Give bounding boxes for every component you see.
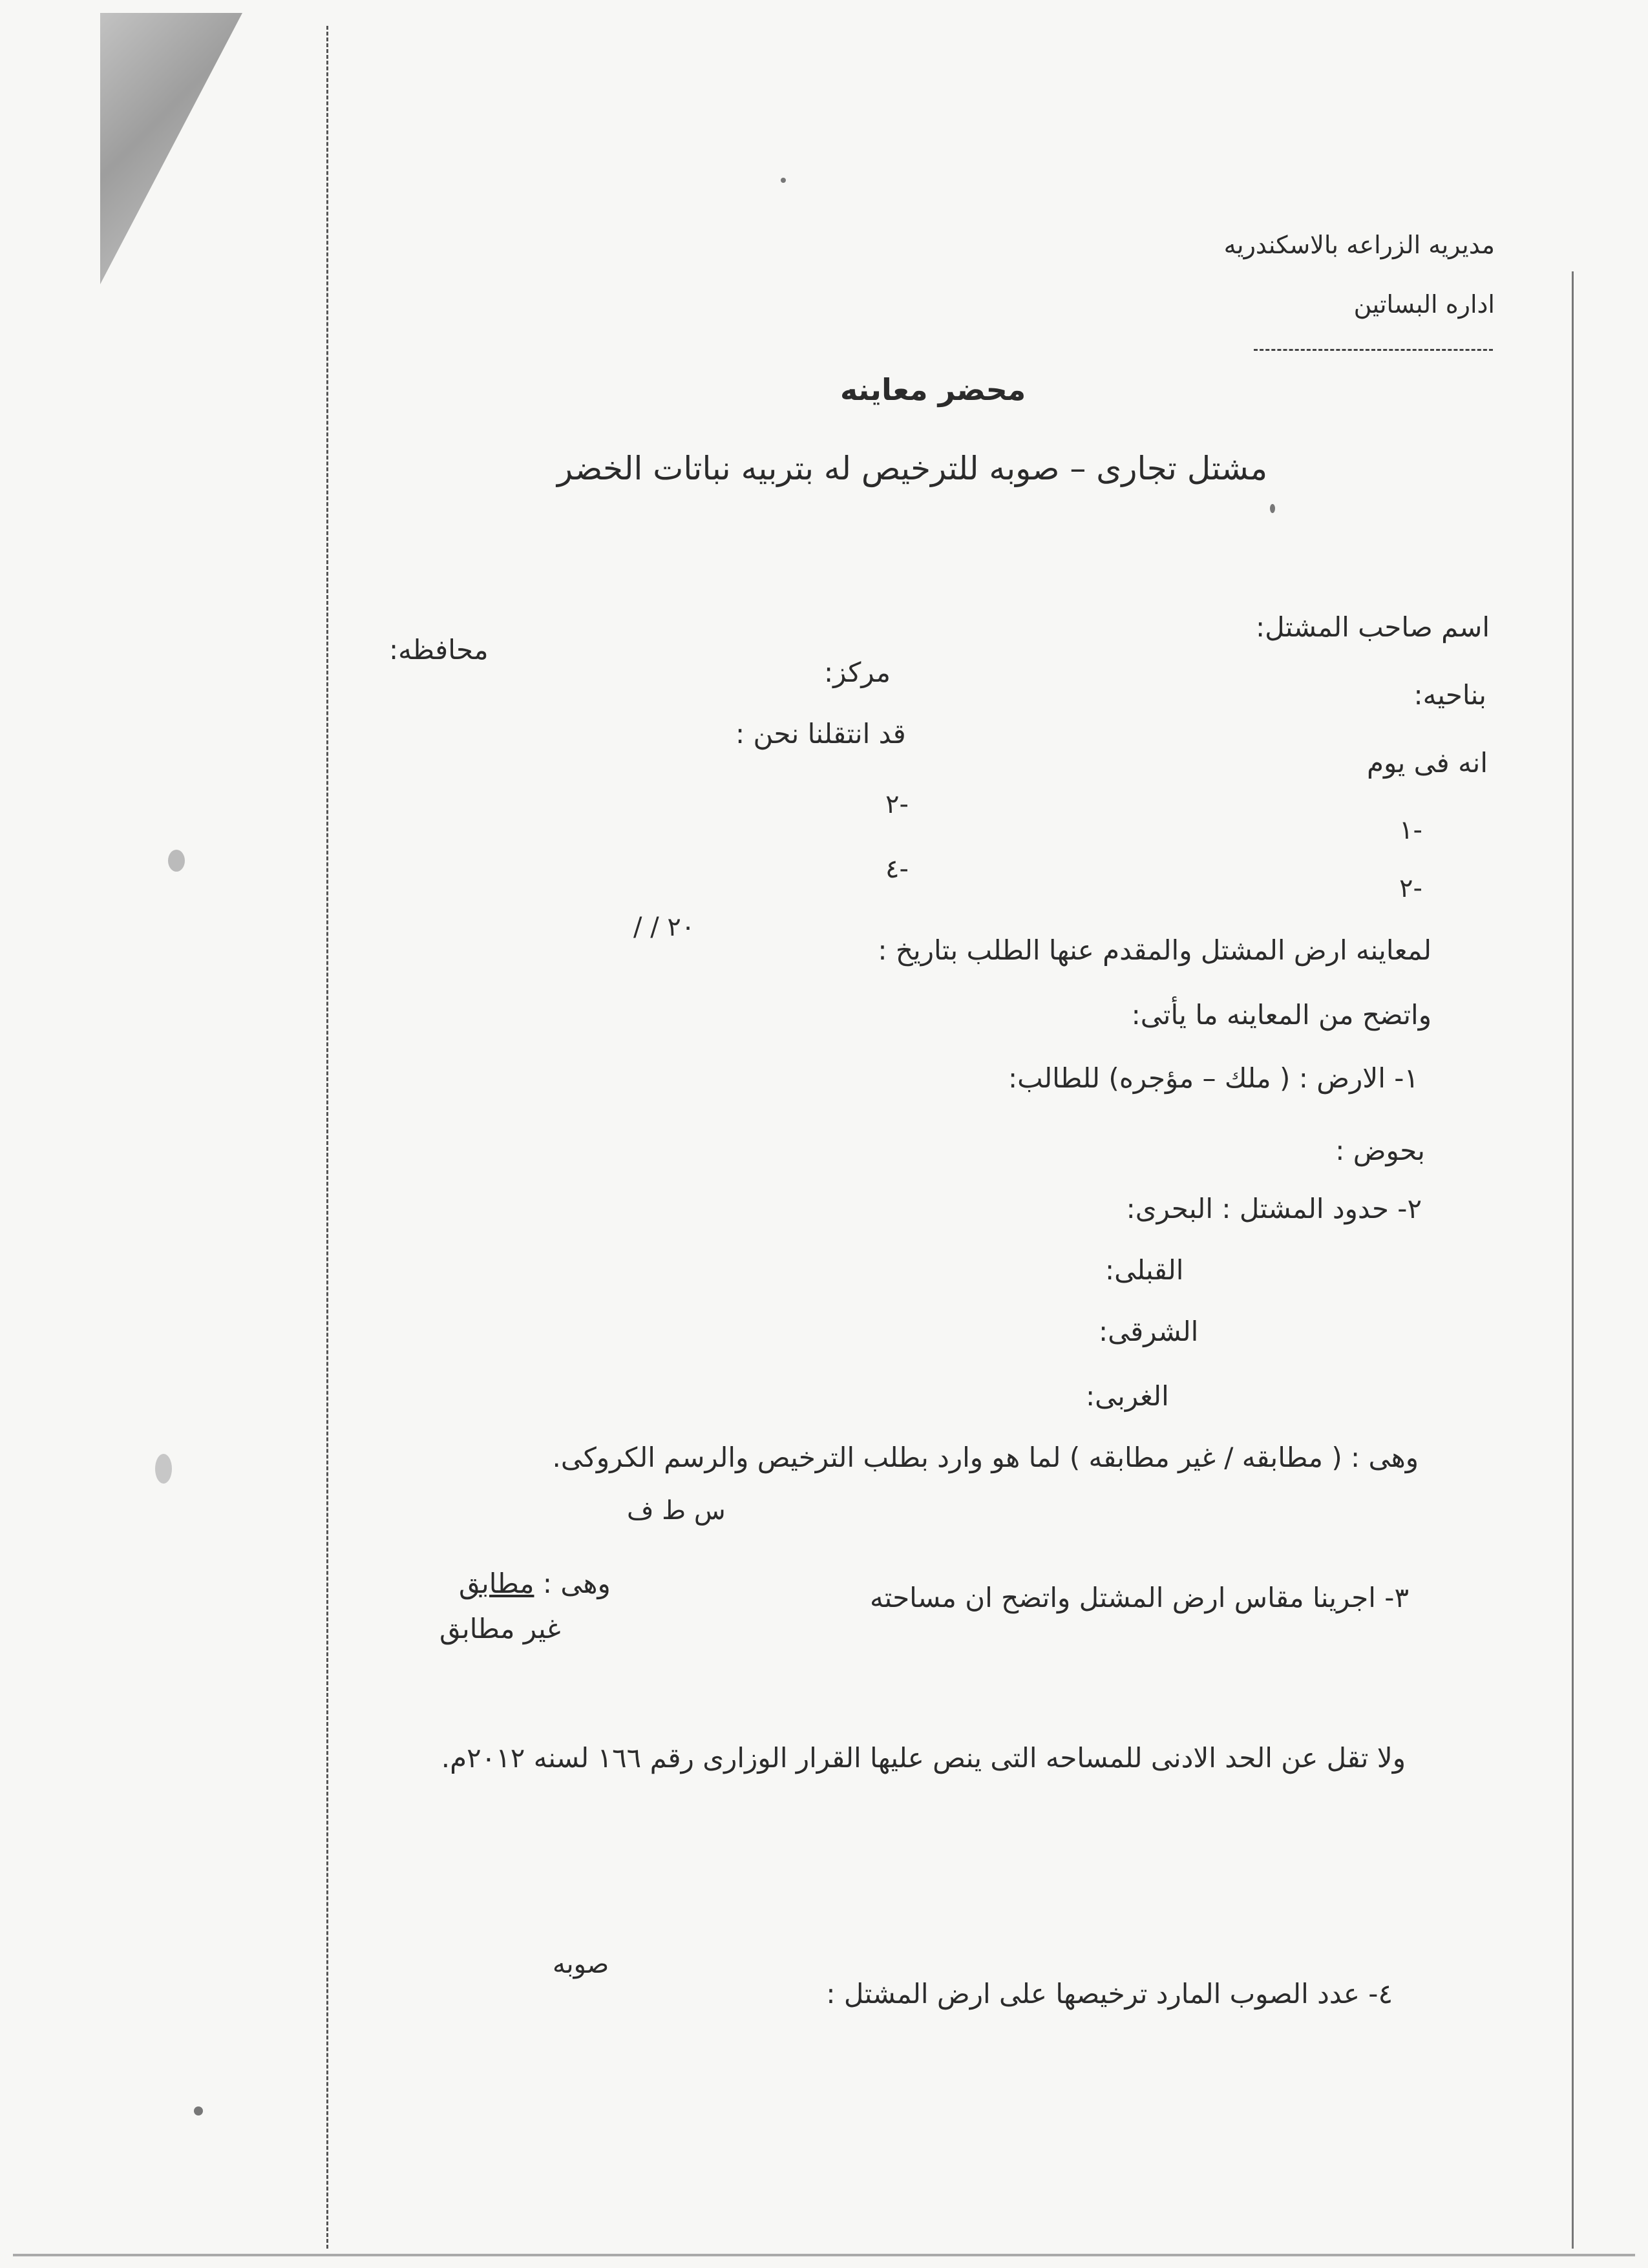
document-title: محضر معاينه (840, 372, 1026, 407)
inspect-line: لمعاينه ارض المشتل والمقدم عنها الطلب بتاريخ : (878, 934, 1431, 966)
scan-speck (155, 1454, 172, 1484)
governorate-label: محافظه: (389, 634, 489, 666)
nahia-label: بناحيه: (1413, 679, 1486, 711)
basin-text: بحوض : (1335, 1135, 1425, 1166)
minimum-area-text: ولا تقل عن الحد الادنى للمساحه التى ينص عليها القرار الوزارى رقم ١٦٦ لسنه ٢٠١٢م. (441, 1742, 1406, 1774)
scan-speck (1270, 504, 1275, 513)
moved-label: قد انتقلنا نحن : (735, 718, 906, 750)
scan-speck (168, 850, 185, 872)
member-4: ٤- (885, 854, 909, 884)
measure-state (459, 1570, 611, 1597)
not-matching-option: غير مطابق (439, 1613, 561, 1644)
revealed-text: واتضح من المعاينه ما يأتى: (1131, 999, 1431, 1031)
date-blank: / / ٢٠ (633, 912, 695, 942)
greenhouse-unit: صوبه (553, 1949, 609, 1979)
border-east: الشرقى: (1099, 1316, 1199, 1347)
measure-text: ٣- اجرينا مقاس ارض المشتل واتضح ان مساحته (870, 1582, 1409, 1613)
owner-label: اسم صاحب المشتل: (1255, 611, 1490, 643)
scan-speck (781, 178, 786, 183)
border-north: ٢- حدود المشتل : البحرى: (1126, 1193, 1422, 1224)
border-south: القبلى: (1105, 1254, 1184, 1286)
conformity-text: وهى : ( مطابقه / غير مطابقه ) لما هو وارد بطلب الترخيص والرسم الكروكى. (552, 1442, 1419, 1473)
day-label: انه فى يوم (1366, 747, 1488, 779)
border-west: الغربى: (1086, 1380, 1169, 1412)
right-margin-line (1572, 271, 1574, 2249)
department-text: اداره البساتين (1353, 290, 1495, 319)
member-1: ١- (1399, 815, 1422, 845)
scan-speck (194, 2106, 203, 2116)
page-bottom-edge (13, 2254, 1635, 2256)
left-margin-line (326, 26, 328, 2249)
member-3: ٢- (885, 790, 909, 819)
member-2: ٢- (1399, 874, 1422, 903)
greenhouses-text: ٤- عدد الصوب المارد ترخيصها على ارض المشتل : (826, 1978, 1393, 2010)
letters-text: س ط ف (627, 1496, 726, 1526)
document-subtitle: مشتل تجارى – صوبه للترخيص له بتربيه نباتات الخضر (557, 450, 1268, 487)
folded-corner-shadow (100, 13, 242, 284)
matching-option: مطابق (459, 1568, 534, 1599)
measure-state-label: وهى : (542, 1568, 611, 1599)
land-text: ١- الارض : ( ملك – مؤجره) للطالب: (1008, 1062, 1419, 1094)
markaz-label: مركز: (824, 656, 891, 688)
header-separator (1254, 349, 1493, 351)
directorate-text: مديريه الزراعه بالاسكندريه (1223, 231, 1495, 259)
